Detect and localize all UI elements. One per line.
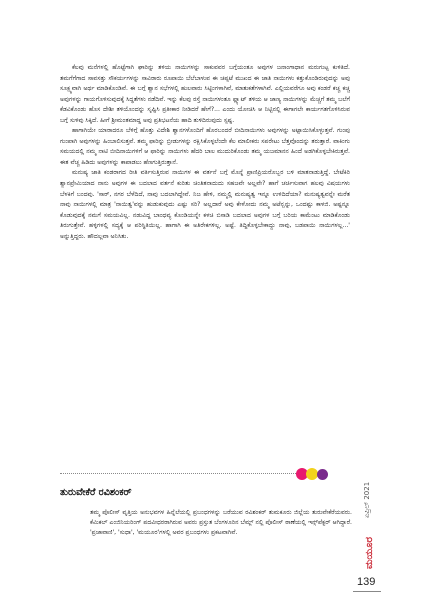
issue-date: ಏಪ್ರಿಲ್ 2021: [363, 481, 371, 519]
page-number-rule: [353, 591, 381, 592]
article-paragraph-2: ಹಾಗಾಗಿಯೇ ಯಾರಾದರೂ ಬೆಳಿಗ್ಗೆ ಹೊತ್ತು ವಿದೇಶಿ ಶ್ವಾನಗಳೊಂದಿಗೆ ಹೊರಬಂದರೆ ಬೀದಿನಾಯಿಗಳು ಅವುಗಳನ್ನು ಅಟ್ಟಾಯಿಸಿಕೊಳ್ಳುತ್ತವೆ. ಗುಂಪು ಗುಂಪಾಗಿ ಅವುಗಳನ್ನು ಹಿಂಬಾಲಿಸುತ್ತವೆ. ತಮ್ಮ ಫಾರಿನ್ನು ಬ್ರೀಡುಗಳನ್ನು ರಕ್ಷಿಸಿಕೊಳ್ಳಲೆಂದೇ ಕೆಲ ಮಾಲೀಕರು ಸಪರೇಟು ಬೆತ್ತವೊಂದನ್ನು ತರುತ್ತಾರೆ. ವಾಕಿಂಗು ಸಮಯದಲ್ಲಿ ನಮ್ಮ ನಾಟಿ ಬೀದಿನಾಯಿಗಳಿಗೆ ಆ ಫಾರಿನ್ನು ನಾಯಿಗಳು ಹೆದರಿ ಬಾಲ ಮುದುರಿಕೊಂಡು ತಮ್ಮ ಯಜಮಾನನ ಹಿಂದೆ ಅಡಗಿಕೊಳ್ಳಬೇಕಿರುತ್ತವೆ. ಈತ ವೆಚ್ಚ ಹಿಡಿದು ಅವುಗಳನ್ನು ಕಾಪಾಡಲು ಹೆಣಗುತ್ತಿರುತ್ತಾನೆ.: [60, 127, 350, 166]
author-name: ತುರುವೇಕೆರೆ ರವಿಶಂಕರ್: [60, 487, 132, 498]
article-body: [60, 63, 350, 242]
article-paragraph-3: ಮನುಷ್ಯ ಜಾತಿ ಕಂಡರಾಗದ ರೀತಿ ವರ್ತಿಸುತ್ತಿರುವ ನಾಯಿಗಳ ಈ ವರ್ತನೆ ಬಗ್ಗೆ ಮೊನ್ನೆ ಪ್ರಾಣಿಪ್ರಿಯರೊಬ್ಬರ ಬಳಿ ಮಾತನಾಡುತ್ತಿದ್ದೆ. ಬೇಟೆಕಿರಿ ಶ್ವಾನಪ್ರೇಮಿಯಾದ ನಾನು ಅವುಗಳ ಈ ಬದಲಾದ ವರ್ತನೆ ಕುರಿತು ಚಿಂತಿತನಾದುದು ಸಹಜವೇ ಅಲ್ಲವೇ? ಹಾಗೆ ಚರ್ಚಿಸುವಾಗ ಹಲವು ವಿಷಯಗಳು ಬೆಳಕಿಗೆ ಬಂದವು. 'ಸಾರ್, ನಗರ ಬೆಳೆದಿದೆ, ನಾವು ಬದಲಾಗಿದ್ದೇವೆ. ನಿಜ ಹೇಳಿ, ನಮ್ಮಲ್ಲಿ ಮನುಷ್ಯತ್ವ ಇನ್ನೂ ಉಳಿದಿದೆಯಾ? ಮನುಷ್ಯತ್ವವನ್ನೇ ಮರೆತ ನಾವು ನಾಯಿಗಳಲ್ಲಿ ಮಾತ್ರ 'ನಾಯಿತ್ವ'ವನ್ನು ಹುಡುಕುವುದು ಎಷ್ಟು ಸರಿ? ಅಲ್ಲದಾರೆ ಅವು ಕೇಳೋದು ನಮ್ಮ ಅಟೆನ್ಷನ್ನು, ಒಂದಷ್ಟು ಕಾಳಜಿ. ಅಷ್ಟನ್ನೂ ಕೊಡುವುದಕ್ಕೆ ನಮಗೆ ಸಮಯವಿಲ್ಲ. ನಡುವಿದ್ದ ಬಾಂಧವ್ಯ ಕೊಂಡಿಯನ್ನೇ ಕಳಚಿ ಬಿಸಾಡಿ ಬದಲಾದ ಅವುಗಳ ಬಗ್ಗೆ ಬರಿಯ ಕಾಮೆಂಟು ಮಾಡಿಕೊಂಡು ತಿರುಗುತ್ತೇವೆ. ಹಳ್ಳಿಗಳಲ್ಲಿ ಸದ್ಯಕ್ಕೆ ಆ ಪರಿಸ್ಥಿತಿಯಿಲ್ಲ. ಹಾಗಾಗಿ ಈ ಅತಿರೇಕಗಳಿಲ್ಲ. ಅಷ್ಟೆ. ತಿದ್ದಿಕೊಳ್ಳಬೇಕಾದ್ದು ನಾವು, ಬಡಪಾಯಿ ನಾಯಿಗಳಲ್ಲ...' ಅನ್ನುತ್ತಿದ್ದರು. ಹೌದಲ್ಲವಾ ಅನಿಸಿತು.: [60, 169, 350, 240]
page-number: 139: [357, 576, 376, 588]
purple-dot-icon: [317, 469, 328, 480]
author-bio: ತಮ್ಮ ಪೊಲೀಸ್ ವೃತ್ತಿಯ ಅನುಭವಗಳ ಹಿನ್ನೆಲೆಯಲ್ಲಿ ಪ್ರಬಂಧಗಳನ್ನು ಬರೆಯುವ ರವಿಶಂಕರ್ ತುಮಕೂರು ಜಿಲ್ಲೆಯ ತುರುವೇಕೆರೆಯವರು. ಕೆಮಿಕಲ್ ಎಂಜಿನಿಯರಿಂಗ್ ಪದವೀಧರರಾಗಿರುವ ಅವರು ಪ್ರಸ್ತುತ ಬೆಂಗಳೂರಿನ ಬೆಮ್ಲ್ ನಲ್ಲಿ ಪೊಲೀಸ್ ಠಾಣೆಯಲ್ಲಿ ಇನ್ಸ್‌ಪೆಕ್ಟರ್ ಆಗಿದ್ದಾರೆ. 'ಪ್ರಜಾವಾಣಿ', 'ಸುಧಾ', 'ಮಯೂರ'ಗಳಲ್ಲಿ ಅವರ ಪ್ರಬಂಧಗಳು ಪ್ರಕಟವಾಗಿವೆ.: [90, 509, 352, 536]
section-separator: [60, 467, 352, 481]
dotted-rule: [60, 473, 322, 474]
article-paragraph-1: ಕೆಲವು ಮನೆಗಳಲ್ಲಿ ಹೊಟ್ಟೆಗಾಗಿ ಘಾರಿನ್ನು ತಳಿಯ ನಾಯಿಗಳನ್ನು ಸಾಕುವವರ ಬಗ್ಗೆಯಂತೂ ಅವುಗಳ ಜನಾಂಗಾಧಾನ ಮರುಗುಟ್ಟ ಕುಳಿತಿದೆ. ತಮಗೆಗೆಗಾದ ಸಾವಸತ್ತು ಸೌಕರ್ಯಗಳನ್ನು ಸಾವಿರಾರು ರೂಪಾಯಿ ಬೆಲೆಬಾಳುವ ಈ ಚಪ್ಪಟೆ ಮುಖದ ಈ ಜಾತಿ ನಾಯಿಗಳು ಕತ್ತುಕೊಂಡಿರುವುದನ್ನು ಅವು ಸೂಕ್ಷ್ಮವಾಗಿ ಅರ್ಥ ಮಾಡಿಕೊಂಡಿವೆ. ಈ ಬಗ್ಗೆ ಶ್ವಾನ ಸಭೆಗಳಲ್ಲಿ ಹುಲವಾರು ಸಿಟ್ಟಿಂಗಳಾಗಿವೆ, ಮಾತುಕತೆಗಳಾಗಿವೆ. ಎಲ್ಲಿಯವರೆಗೂ ಅವು ಕಂಡರೆ ಕಚ್ಚ ಕಚ್ಚ ಅವುಗಳನ್ನು ಗಾಯಗೊಳಿಸುವುದಕ್ಕೆ ಸಿದ್ಧತೆಗಳು ನಡೆದಿವೆ. ಇನ್ನು ಕೆಲವು ರಸ್ತೆ ನಾಯಿಗಳಂತೂ ಫ್ಲ್ಯಾಟ್ ತಳಿಯ ಆ ಜಾಣ್ಯ ನಾಯಿಗಳನ್ನು ಮೆಚ್ಚಗೆ ತಮ್ಮ ಬಲೆಗೆ ಕೆಡವಿಕೊಂಡು ಹೊಸ ದೇಶೀ ತಳಿಯೊಂದನ್ನು ಸೃಷ್ಟಿಸಿ ಪ್ರತೀಕಾರ ನೀಡಿದರೆ ಹೇಗೆ?... ಎಂದು ಯೋಚಿಸಿ ಆ ನಿಟ್ಟಿನಲ್ಲಿ ಈಗಾಗಲೇ ಕಾರ್ಯಗತಗೊಳಿಸಿರುವ ಬಗ್ಗೆ ಸುಳಿವು ಸಿಕ್ಕಿದೆ. ಹೀಗೆ ಶ್ರೀಮಂತಮಾದ್ದ ಅವು ಪ್ರತಿಭಟನೆಯ ಹಾದಿ ತುಳಿದಿರುವುದು ಸ್ಪಷ್ಟ.: [60, 64, 350, 124]
magazine-logo: ಮಯೂರ: [364, 537, 375, 569]
